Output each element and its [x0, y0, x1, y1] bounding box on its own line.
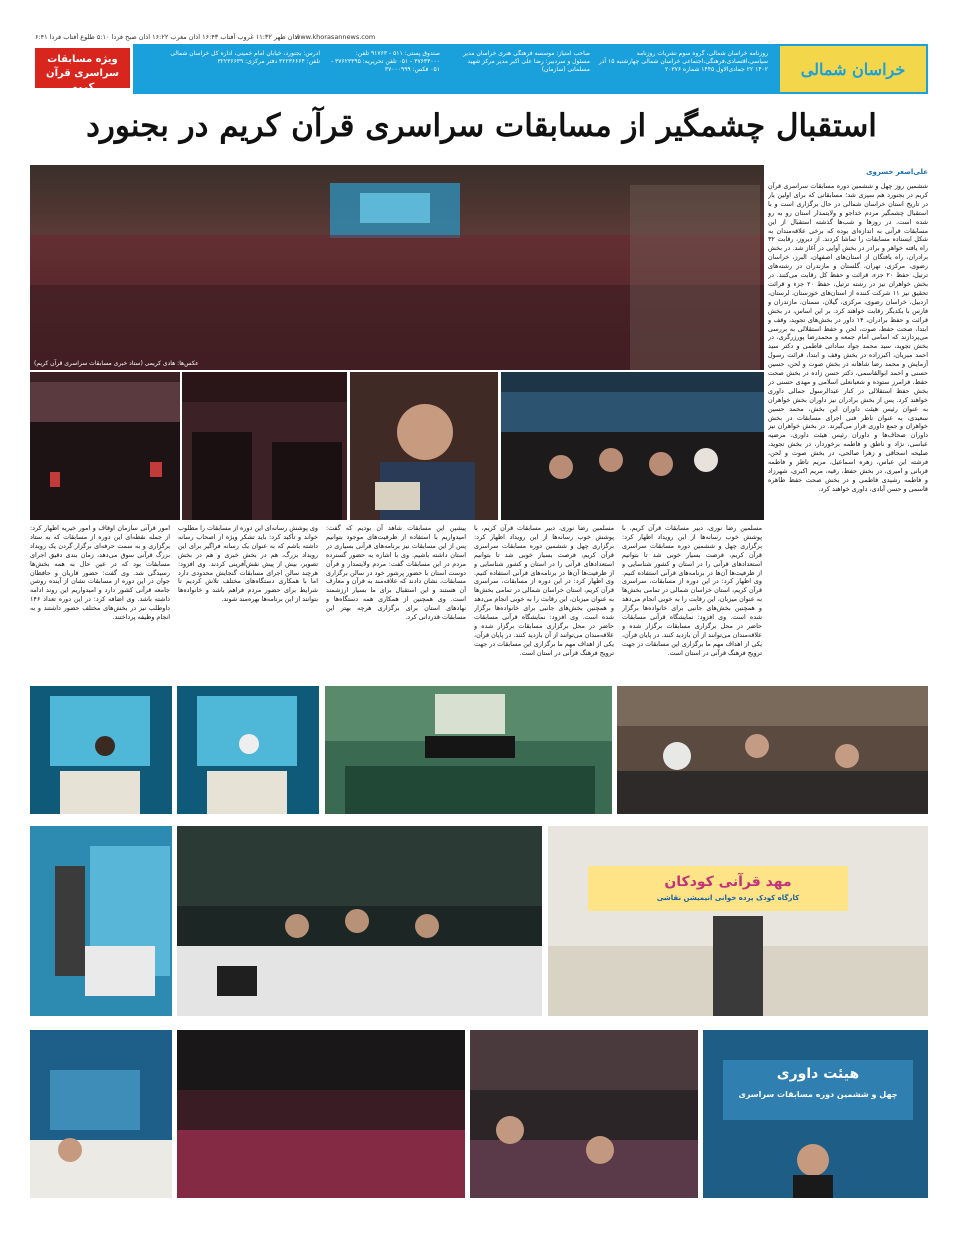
article-column-2: مسلمین رضا نوری، دبیر مسابقات قرآن کریم، با پوشش خوب رسانه‌ها از این رویداد اظهار کرد: برگزاری چهل و ششمین دوره مسابقات سراسری قرآن کریم، فرصت بسیار خوبی شد تا بتوانیم استعدادهای قرآنی را در استان و کشور شناسایی و از ظرفیت‌ها آن‌ها در برنامه‌های قرآنی استفاده کنیم. وی اظهار کرد: در این دوره از مسابقات، سراسری قرآن کریم، استان خراسان شمالی در تمامی بخش‌ها به عنوان میزبان، این رقابت را به خوبی انجام می‌دهد و همچنین بخش‌های جانبی برای خانواده‌ها برگزار شده است. وی افزود: نمایشگاه قرآنی مسابقات حاضر در محل برگزاری مسابقات برگزار شده و علاقه‌مندان می‌توانند از آن بازدید کنند. در پایان قرآن، یکی از اهداف مهم ما برگزاری این مسابقات در جهت ترویج فرهنگ قرآنی در استان است. [474, 524, 614, 657]
special-label-1: ویژه مسابقات [47, 54, 118, 65]
website-url[interactable]: www.khorasannews.com [295, 33, 376, 41]
article-column-right: ششمین روز چهل و ششمین دوره مسابقات سراسری قرآن کریم در بجنورد هم سپری شد؛ مسابقاتی که برای اولین بار در تاریخ استان خراسان شمالی در حال برگزاری است و با استقبال چشمگیر مردم خداجو و ولایتمدار استان رو به رو شده است. در روزها و شب‌ها گذشته استقبال از این مسابقات قرآنی به اندازه‌ای بوده که برخی علاقه‌مندان به شکل ایستاده مسابقات را تماشا کردند. از دیروز، رقابت ۳۲ راه یافته خواهر و برادر در بخش آوایی در آغاز شد. در بخش برادران، راه یافتگان از استان‌های اصفهان، البرز، خراسان رضوی، مرکزی، تهران، گلستان و مازندران در رشته‌های ترتیل، حفظ ۲۰ جزء، قرائت و حفظ کل رقابت می‌کنند. در بخش خواهران نیز در رشته ترتیل، حفظ ۲۰ جزء و قرائت تحقیق نیز ۱۱ شرکت کننده از استان‌های خوزستان، لرستان، اردبیل، خراسان رضوی، مرکزی، گیلان، سمنان، مازندران و فارس با یکدیگر رقابت خواهند کرد. بر این اساس، در بخش قرائت و حفظ برادران، ۱۴ داور در بخش‌های تجوید، وقف و ابتدا، صحت حفظ، صوت، لحن و حفظ استقلالی به بررسی می‌پردازند که اسامی امام جمعه و محمدرضا پورزرگری، در بخش تجوید، سید محمد جواد ساداتی فاطمی و دکتر سید احمد میریان، اکبرزاده در بخش وقف و ابتدا، قرائت رسول آزمایش و محمد رضا شاهانه در بخش صوت و لحن، حسین حسنی و احمد ابوالقاسمی، دکتر حسن زاده در بخش صحت حفظ، فرامرز ستوده و شعبانعلی اسلامی و مهدی حسنی در بخش حفظ استقلالی در کنار عبدالرسول جمالی داوری خواهند کرد. پس از بخش برادران نیز داوران بخش خواهران به عنوان رئیس هیئت داوران این بخش، محمد حسین سعیدی، به عنوان ناظر فنی اجرای مسابقات در بخش خواهران و جمع داوری قرار می‌گیرند. در بخش خواهران نیز داوران صحاف‌ها و داوران رئیس هیئت داوری، مرضیه عباسی، نژاد و ناطق و فاطمه برخوردار، در بخش تجوید، صلیحه اسحاقی و زهرا صالحی، در بخش صوت و لحن، فرشته ابن عباس، زهره اسماعیل، مریم ناظر و فاطمه قربانی و امیری، در بخش حفظ، رقیه، مریم اکبری، شهرزاد و فاطمه رشیدی فاطمی و در بخش صحت حفظ طاهره قاسمی و حسن آبادی، داوری خواهند کرد. [768, 182, 928, 493]
photo-judges-stage-banner [703, 1030, 928, 1198]
photo-women-panel-stage [325, 686, 612, 814]
judge-blue-stage-image [30, 1030, 172, 1198]
prayer-times: اذان ظهر ۱۱:۳۲ غروب آفتاب ۱۶:۴۳ اذان مغرب ۱۶:۲۲ اذان صبح فردا ۵:۱۰ طلوع آفتاب فردا ۶:۴۱ [35, 33, 300, 41]
women-audience-image [30, 372, 180, 520]
reciter-podium-2-image [177, 686, 319, 814]
boy-listening-image [350, 372, 498, 520]
kindergarten-banner-subtitle: کارگاه کودک پرده خوانی انیمیشن نقاشی [656, 894, 800, 902]
article-column-2b: مسلمین رضا نوری، دبیر مسابقات قرآن کریم، با پوشش خوب رسانه‌ها از این رویداد اظهار کرد: برگزاری چهل و ششمین دوره مسابقات سراسری قرآن کریم، فرصت بسیار خوبی شد تا بتوانیم استعدادهای قرآنی را در استان و کشور شناسایی و از ظرفیت‌ها آن‌ها در برنامه‌های قرآنی استفاده کنیم. وی اظهار کرد: در این دوره از مسابقات، سراسری قرآن کریم، استان خراسان شمالی در تمامی بخش‌ها به عنوان میزبان، این رقابت را به خوبی انجام می‌دهد و همچنین بخش‌های جانبی برای خانواده‌ها برگزار شده است. وی افزود: نمایشگاه قرآنی مسابقات حاضر در محل برگزاری مسابقات برگزار شده و علاقه‌مندان می‌توانند از آن بازدید کنند. در پایان قرآن، یکی از اهداف مهم ما برگزاری این مسابقات در جهت ترویج فرهنگ قرآنی در استان است. [622, 524, 762, 657]
reciter-standing-image [30, 826, 172, 1016]
article-column-3: پیشین این مسابقات شاهد آن بودیم که گفت: امیدواریم با استفاده از ظرفیت‌های موجود بتوانیم پس از این مسابقات نیز برنامه‌های قرآنی بسیاری در استان داشته باشیم. وی با اشاره به حضور گسترده مردم در این مسابقات گفت: مردم ولایتمدار و قرآن دوست استان با حضور پرشور خود در سالن برگزاری مسابقات، نشان دادند که علاقه‌مند به قرآن و معارف آن هستند و این استقبال برای ما بسیار ارزشمند است. وی همچنین از همکاری همه دستگاه‌ها و نهادهای استان برای برگزاری هرچه بهتر این مسابقات قدردانی کرد. [326, 524, 466, 622]
photo-kindergarten-quran [548, 826, 928, 1016]
children-audience-image [470, 1030, 698, 1198]
officials-audience-image [617, 686, 928, 814]
article-byline: علی‌اصغر خسروی [866, 168, 928, 176]
masthead-info-2: صاحب امتیاز: موسسه فرهنگی هنری خراسان مدیر مسئول و سردبیر: رضا علی اکبر مدیر مرکز شهید مسلمانی (سازمان) [463, 50, 590, 73]
auditorium-image [30, 165, 764, 370]
hero-photo-auditorium [30, 165, 764, 370]
photo-credit: عکس‌ها: هادی کریمی (ستاد خبری مسابقات سراسری قرآن کریم) [34, 360, 199, 367]
photo-judges-table [177, 826, 542, 1016]
audience-closeup-image [182, 372, 347, 520]
photo-audience-closeup [182, 372, 347, 520]
photo-reciter-standing [30, 826, 172, 1016]
page-headline: استقبال چشمگیر از مسابقات سراسری قرآن کریم در بجنورد [86, 108, 877, 144]
photo-women-audience [30, 372, 180, 520]
logo-text: خراسان شمالی [800, 59, 906, 79]
special-edition-badge [35, 48, 130, 93]
masthead-info-3: صندوق پستی: ۵۱۱ - ۹۱۷۶۳ تلفن: ۳۷۶۳۳۰۰۰ - ۰۵۱ تلفن تحریریه: ۳۷۶۲۳۳۹۵ - ۰۵۱ فکس: ۳۷۰۰۰۹۹۹ [330, 50, 440, 73]
women-panel-stage-image [325, 686, 612, 814]
photo-reciter-podium-2 [177, 686, 319, 814]
photo-officials-audience [617, 686, 928, 814]
stage-banner-title: هیئت داوری [776, 1066, 860, 1082]
special-label-2: سراسری قرآن کریم [46, 68, 119, 93]
article-column-4: وی پوشش رسانه‌ای این دوره از مسابقات را مطلوب خواند و تأکید کرد: باید تشکر ویژه از اصحاب رسانه داشته باشم که به عنوان یک رسانه فراگیر برای این رویداد بزرگ، هم در بخش خبری و هم در بخش تصویر، بیش از پیش نقش‌آفرینی کردند. وی افزود: هرچند سالن اجرای مسابقات گنجایش محدودی دارد اما با همکاری دستگاه‌های مختلف تلاش کردیم تا شرایط برای حضور مردم فراهم باشد و خانواده‌ها بتوانند از این برنامه‌ها بهره‌مند شوند. [178, 524, 318, 604]
newspaper-logo[interactable] [778, 44, 928, 94]
kindergarten-banner-title: مهد قرآنی کودکان [664, 874, 792, 890]
judges-table-image [177, 826, 542, 1016]
prayer-times-line [35, 33, 928, 43]
masthead-info-1: روزنامه خراسان شمالی، گروه سوم نشریات روزنامه سیاسی،اقتصادی،فرهنگی،اجتماعی خراسان شمالی چهارشنبه ۱۵ آذر ۱۴۰۲ ۲۲ جمادی‌الاول ۱۴۴۵ شماره ۲۰۳۷۶ [598, 50, 768, 73]
judges-stage-banner-image [703, 1030, 928, 1198]
article-column-5: امور قرآنی سازمان اوقاف و امور خیریه اظهار کرد: از جمله نقطه‌ای این دوره از مسابقات که به ستاد برگزاری و به سمت حرفه‌ای برگزار گردن یک رویداد بزرگ قرآنی سوق می‌دهد، زمان بندی دقیق اجرای مسابقات بود که در عین حال به همه بخش‌ها رسیدگی شد. وی گفت: حضور قاریان و حافظان جوان در این دوره از مسابقات نشان از آینده روشن جامعه قرآنی کشور دارد و امیدواریم این روند ادامه داشته باشد. وی اضافه کرد: در این دوره تعداد ۱۴۶ داوطلب نیز در بخش‌های مختلف حضور داشتند و به انجام وظیفه پرداختند. [30, 524, 170, 622]
photo-reciter-podium-1 [30, 686, 172, 814]
photo-children-audience [470, 1030, 698, 1198]
photo-judge-blue-stage [30, 1030, 172, 1198]
women-auditorium-image [177, 1030, 465, 1198]
kindergarten-image [548, 826, 928, 1016]
photo-boy-listening [350, 372, 498, 520]
photo-women-auditorium [177, 1030, 465, 1198]
stage-banner-subtitle: چهل و ششمین دوره مسابقات سراسری [738, 1090, 898, 1099]
officials-front-row-image [501, 372, 764, 520]
photo-officials-front-row [501, 372, 764, 520]
reciter-podium-1-image [30, 686, 172, 814]
masthead-info-4: آدرس: بجنورد، خیابان امام خمینی، اداره کل خراسان شمالی تلفن: ۳۲۲۳۶۶۶۴ دفتر مرکزی: ۳۲۲۳۶۶۳۹ [170, 50, 320, 65]
